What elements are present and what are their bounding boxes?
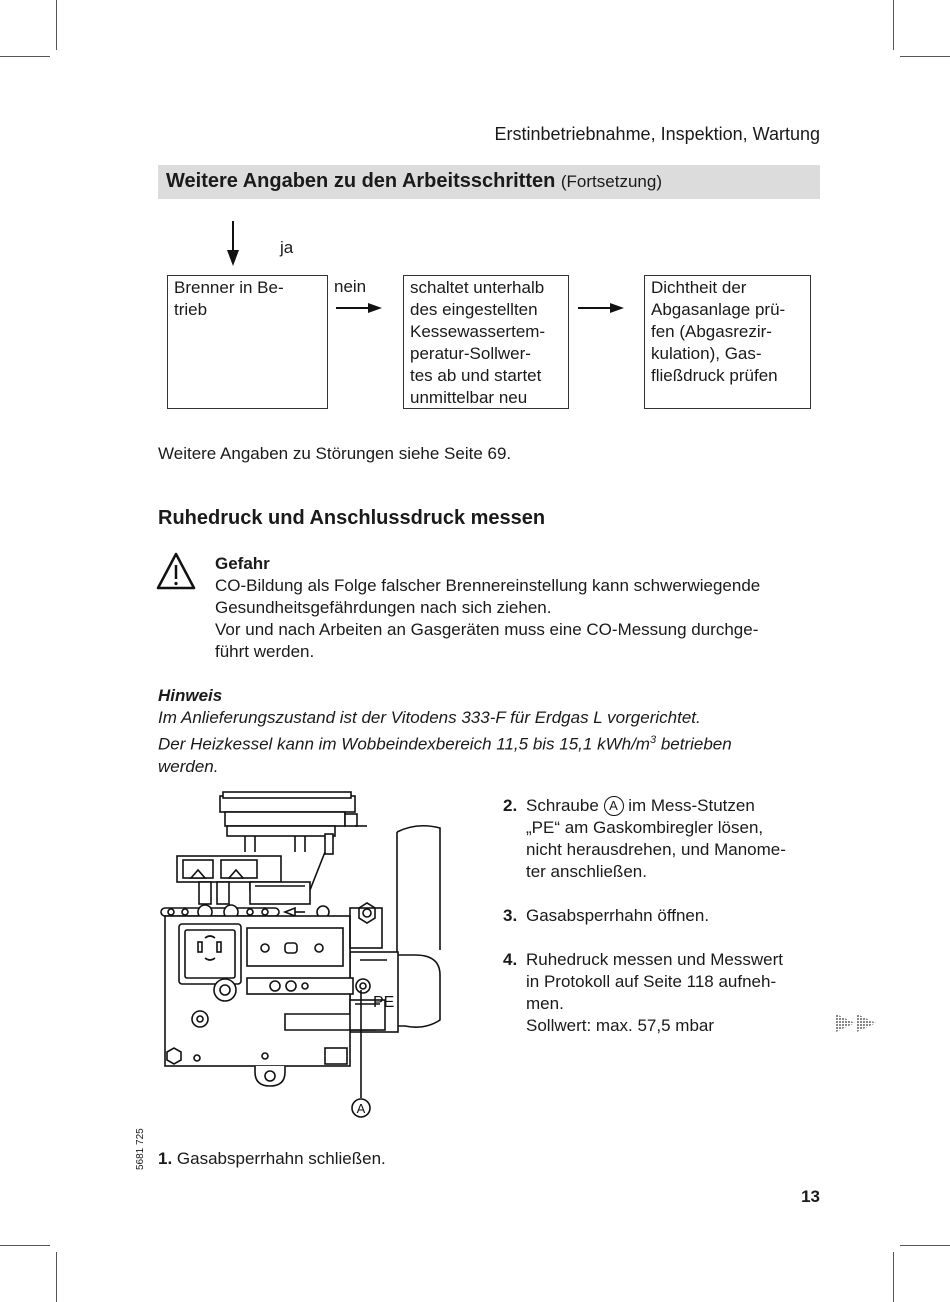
box-line: unmittelbar neu	[410, 388, 528, 407]
danger-line: Vor und nach Arbeiten an Gasgeräten muss eine CO-Messung durchge-	[215, 620, 759, 639]
step-text	[526, 795, 823, 817]
gas-valve-figure	[155, 790, 450, 1120]
step-number: 2.	[503, 796, 518, 815]
danger-line: führt werden.	[215, 642, 315, 661]
step-2	[503, 795, 823, 883]
step-4	[503, 949, 823, 1037]
flow-box-check	[644, 275, 811, 409]
note-line: werden.	[158, 756, 219, 776]
crop-mark	[56, 1252, 57, 1302]
crop-mark	[0, 1245, 50, 1246]
right-arrow-1-head	[368, 303, 382, 313]
step-number: 3.	[503, 906, 518, 925]
danger-block	[215, 553, 760, 663]
step-text: „PE“ am Gaskombiregler lösen,	[526, 818, 764, 837]
step-text: Sollwert: max. 57,5 mbar	[526, 1016, 715, 1035]
note-line	[158, 729, 732, 756]
gas-pipe	[397, 826, 440, 950]
box-line: des eingestellten	[410, 300, 538, 319]
down-arrow-head	[227, 250, 239, 266]
faults-reference: Weitere Angaben zu Störungen siehe Seite 69.	[158, 444, 512, 463]
circle-a-label	[604, 796, 624, 816]
note-block	[158, 685, 732, 778]
step-1	[158, 1148, 386, 1170]
box-line: fließdruck prüfen	[651, 366, 778, 385]
step-text: nicht herausdrehen, und Manome-	[526, 840, 786, 859]
note-text: betrieben	[656, 734, 732, 754]
step-number: 1.	[158, 1149, 173, 1168]
step-text: in Protokoll auf Seite 118 aufneh-	[526, 972, 777, 991]
box-line: Brenner in Be-	[174, 278, 284, 297]
heading-pressure: Ruhedruck und Anschlussdruck messen	[158, 507, 546, 529]
crop-mark	[900, 1245, 950, 1246]
pe-label: PE	[373, 994, 395, 1011]
flow-yes-label: ja	[280, 238, 294, 257]
box-line: peratur-Sollwer-	[410, 344, 531, 363]
box-line: fen (Abgasrezir-	[651, 322, 772, 341]
note-title: Hinweis	[158, 686, 223, 705]
circle-a-text: A	[609, 798, 618, 813]
note-superscript: 3	[649, 734, 657, 746]
box-line: schaltet unterhalb	[410, 278, 545, 297]
section-subtitle: (Fortsetzung)	[560, 172, 662, 191]
step-text: Gasabsperrhahn öffnen.	[526, 906, 710, 925]
step-text-part: im Mess-Stutzen	[623, 796, 755, 815]
step-number: 4.	[503, 950, 518, 969]
figure-code: 5681 725	[135, 1128, 146, 1170]
flow-box-restart	[403, 275, 569, 409]
danger-line: CO-Bildung als Folge falscher Brennereinstellung kann schwerwiegende	[215, 576, 761, 595]
flow-no-label: nein	[334, 277, 367, 296]
running-title: Erstinbetriebnahme, Inspektion, Wartung	[494, 124, 820, 144]
hex-nut-icon	[359, 903, 375, 923]
step-text: ter anschließen.	[526, 862, 647, 881]
step-text: Ruhedruck messen und Messwert	[526, 950, 784, 969]
box-line: trieb	[174, 300, 208, 319]
box-line: tes ab und startet	[410, 366, 542, 385]
box-line: kulation), Gas-	[651, 344, 762, 363]
box-line: Dichtheit der	[651, 278, 747, 297]
note-text: Der Heizkessel kann im Wobbeindexbereich 11,5 bis 15,1 kWh/m	[158, 734, 650, 754]
danger-title: Gefahr	[215, 554, 270, 573]
flow-box-burner	[167, 275, 328, 409]
step-text-part: Schraube	[526, 796, 604, 815]
step-text: men.	[526, 994, 564, 1013]
warning-triangle-icon	[156, 551, 196, 591]
section-title-text: Weitere Angaben zu den Arbeitsschritten	[166, 170, 556, 192]
crop-mark	[893, 1252, 894, 1302]
page-number: 13	[801, 1187, 820, 1206]
double-arrow-continue-icon	[836, 1012, 880, 1034]
box-line: Kessewassertem-	[410, 322, 546, 341]
step-text: Gasabsperrhahn schließen.	[176, 1149, 386, 1168]
box-line: Abgasanlage prü-	[651, 300, 786, 319]
step-3	[503, 905, 823, 927]
note-line: Im Anlieferungszustand ist der Vitodens 333-F für Erdgas L vorgerichtet.	[158, 708, 701, 727]
label-a: A	[356, 1101, 366, 1116]
danger-line: Gesundheitsgefährdungen nach sich ziehen.	[215, 598, 552, 617]
right-arrow-2-head	[610, 303, 624, 313]
